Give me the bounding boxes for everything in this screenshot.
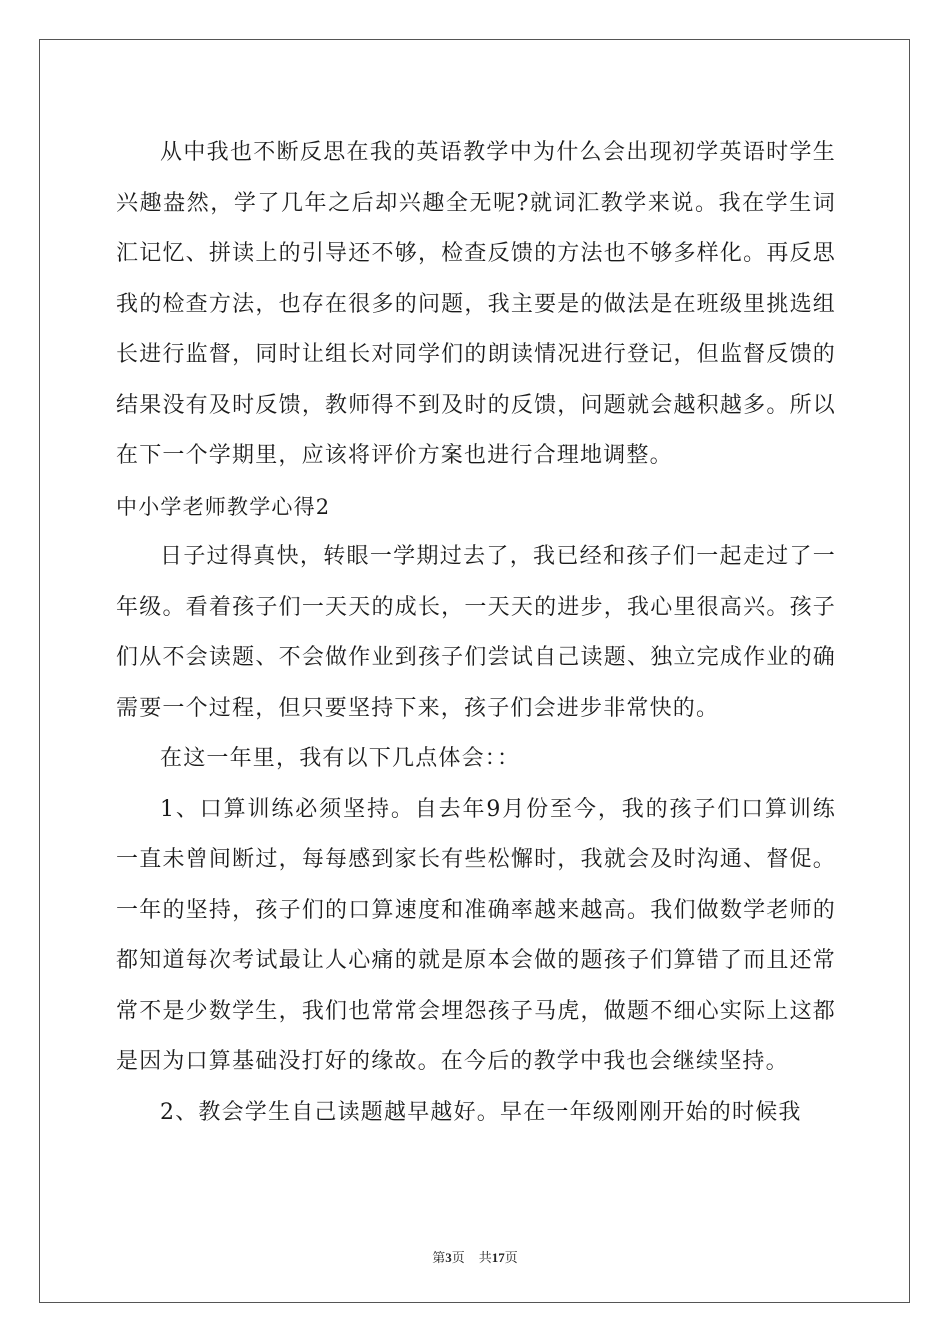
paragraph: 日子过得真快，转眼一学期过去了，我已经和孩子们一起走过了一年级。看着孩子们一天天的成长，一天天的进步，我心里很高兴。孩子们从不会读题、不会做作业到孩子们尝试自己读题、独立完成作业的确需要一个过程，但只要坚持下来，孩子们会进步非常快的。 (116, 544, 836, 721)
section-heading: 中小学老师教学心得2 (116, 494, 331, 519)
paragraph: 1、口算训练必须坚持。自去年9月份至今，我的孩子们口算训练一直未曾间断过，每每感到家长有些松懈时，我就会及时沟通、督促。一年的坚持，孩子们的口算速度和准确率越来越高。我们做数学老师的都知道每次考试最让人心痛的就是原本会做的题孩子们算错了而且还常常不是少数学生，我们也常常会埋怨孩子马虎，做题不细心实际上这都是因为口算基础没打好的缘故。在今后的教学中我也会继续坚持。 (116, 796, 836, 1074)
page-footer (0, 1247, 950, 1266)
paragraph: 2、教会学生自己读题越早越好。早在一年级刚刚开始的时候我 (160, 1099, 802, 1125)
total-pages-number: 17 (491, 1250, 505, 1265)
footer-total-suffix: 页 (504, 1250, 518, 1265)
footer-page-suffix: 页 (451, 1250, 465, 1265)
footer-total-prefix: 共 (478, 1250, 492, 1265)
footer-prefix: 第 (432, 1250, 446, 1265)
paragraph: 在这一年里，我有以下几点体会：： (160, 746, 521, 771)
paragraph: 从中我也不断反思在我的英语教学中为什么会出现初学英语时学生兴趣盎然，学了几年之后却兴趣全无呢?就词汇教学来说。我在学生词汇记忆、拼读上的引导还不够，检查反馈的方法也不够多样化。再反思我的检查方法，也存在很多的问题，我主要是的做法是在班级里挑选组长进行监督，同时让组长对同学们的朗读情况进行登记，但监督反馈的结果没有及时反馈，教师得不到及时的反馈，问题就会越积越多。所以在下一个学期里，应该将评价方案也进行合理地调整。 (116, 140, 836, 468)
document-body (116, 128, 836, 1138)
current-page-number: 3 (445, 1250, 452, 1265)
